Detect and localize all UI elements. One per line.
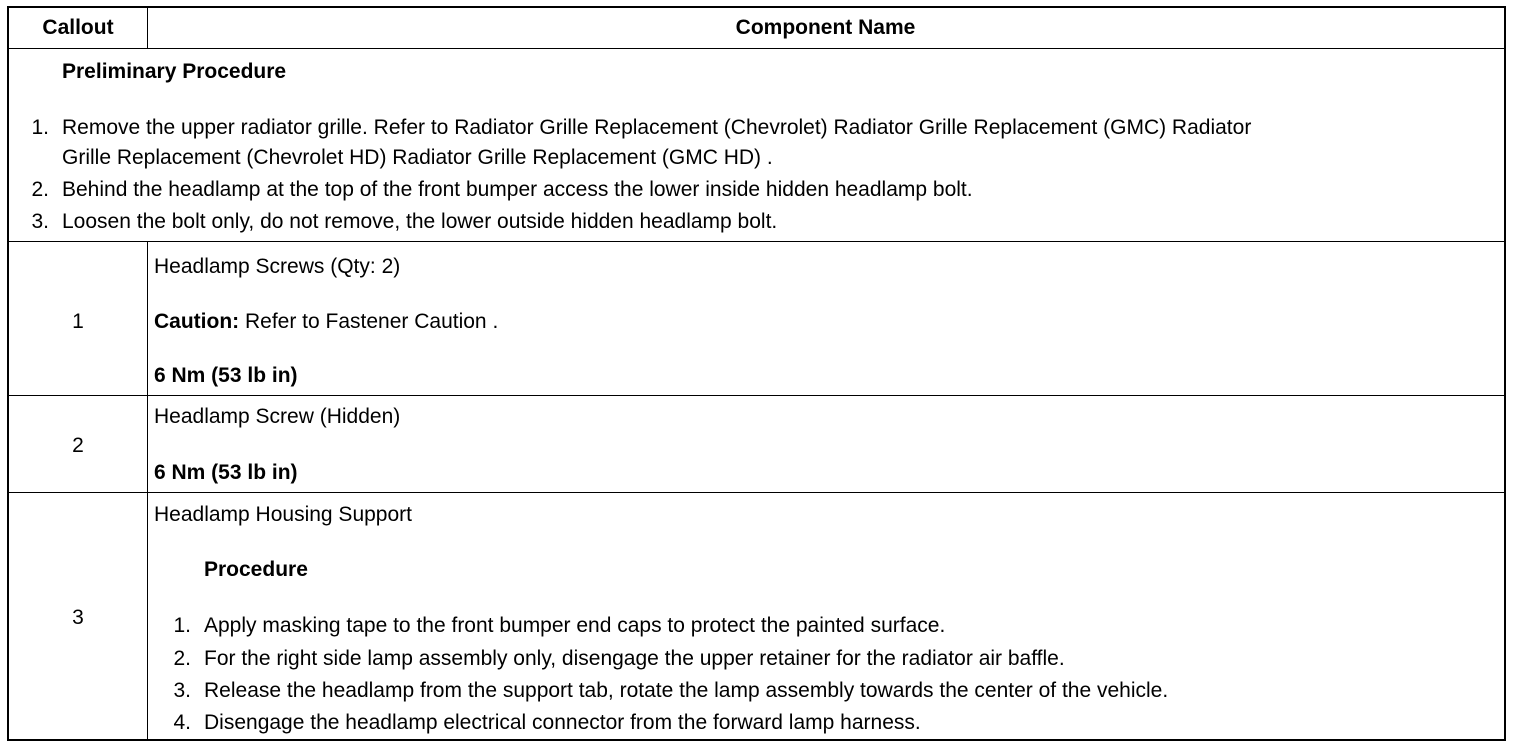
procedure-step-number: 2. <box>173 647 191 670</box>
procedure-step-text: Release the headlamp from the support tab, rotate the lamp assembly towards the center of the vehicle. <box>204 679 1169 702</box>
header-component-name: Component Name <box>735 16 916 39</box>
procedure-heading: Procedure <box>204 558 308 581</box>
component-table <box>7 6 1506 741</box>
callout-number: 3 <box>72 606 84 629</box>
row-divider <box>9 241 1504 242</box>
procedure-step-text: Disengage the headlamp electrical connector from the forward lamp harness. <box>204 711 921 734</box>
row-divider <box>9 395 1504 396</box>
body-column-divider <box>147 241 148 739</box>
header-column-divider <box>147 8 148 48</box>
callout-number: 1 <box>72 310 84 333</box>
preliminary-step-number: 3. <box>31 210 49 233</box>
row-divider <box>9 492 1504 493</box>
preliminary-step-number: 1. <box>31 116 49 139</box>
caution-note <box>154 310 498 334</box>
procedure-step-number: 1. <box>173 614 191 637</box>
caution-text: Refer to Fastener Caution . <box>239 310 499 333</box>
header-callout: Callout <box>42 16 114 39</box>
preliminary-heading: Preliminary Procedure <box>62 60 287 83</box>
preliminary-step-text: Behind the headlamp at the top of the front bumper access the lower inside hidden headlamp bolt. <box>62 178 973 201</box>
procedure-step-text: For the right side lamp assembly only, disengage the upper retainer for the radiator air baffle. <box>204 647 1065 670</box>
caution-label: Caution: <box>154 310 240 333</box>
procedure-step-number: 3. <box>173 679 191 702</box>
preliminary-step-text-continued: Grille Replacement (Chevrolet HD) Radiator Grille Replacement (GMC HD) . <box>62 146 773 169</box>
procedure-step-number: 4. <box>173 711 191 734</box>
procedure-step-text: Apply masking tape to the front bumper end caps to protect the painted surface. <box>204 614 946 637</box>
preliminary-step-text: Remove the upper radiator grille. Refer to Radiator Grille Replacement (Chevrolet) Radiator Grille Replacement (GMC) Radiator <box>62 116 1252 139</box>
torque-spec: 6 Nm (53 lb in) <box>154 364 298 387</box>
torque-spec: 6 Nm (53 lb in) <box>154 461 298 484</box>
component-name: Headlamp Screws (Qty: 2) <box>154 255 401 278</box>
header-divider <box>9 48 1504 49</box>
preliminary-step-text: Loosen the bolt only, do not remove, the lower outside hidden headlamp bolt. <box>62 210 778 233</box>
preliminary-step-number: 2. <box>31 178 49 201</box>
component-name: Headlamp Screw (Hidden) <box>154 405 401 428</box>
component-name: Headlamp Housing Support <box>154 503 412 526</box>
callout-number: 2 <box>72 434 84 457</box>
